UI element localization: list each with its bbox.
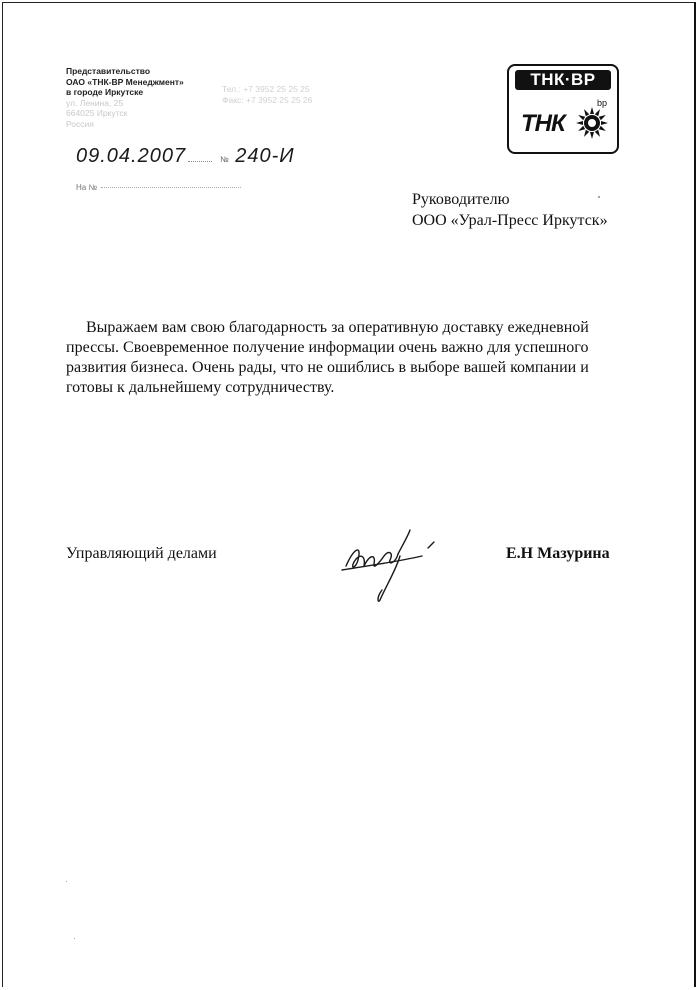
sender-block: [66, 66, 184, 129]
signatory-name: Е.Н Мазурина: [506, 545, 610, 562]
sender-line-3: в городе Иркутске: [66, 87, 144, 97]
reference-reply-label: На №: [76, 183, 98, 192]
reference-reply-dots: [101, 187, 241, 188]
sender-line-4: ул. Ленина, 25: [66, 97, 124, 108]
signatory-title: Управляющий делами: [66, 545, 217, 562]
company-logo: [507, 64, 619, 154]
letter-body: [66, 318, 626, 398]
reference-line: [76, 145, 295, 168]
recipient-line-2: ООО «Урал-Пресс Иркутск»: [412, 212, 608, 229]
recipient-block: [412, 189, 608, 231]
scan-speck: [66, 881, 67, 882]
letter-body-text: Выражаем вам свою благодарность за оперативную доставку ежедневной прессы. Своевременное получение информации очень важно для успешного развития бизнеса. Очень рады, что не ошиблись в выборе вашей компании и готовы к дальнейшему сотрудничеству.: [66, 319, 589, 396]
reference-reply-line: [76, 183, 241, 192]
recipient-line-1: Руководителю: [412, 191, 510, 208]
reference-dots: [188, 161, 212, 162]
logo-bp-label: bp: [597, 98, 608, 108]
bp-helios-icon: [575, 106, 609, 140]
sender-line-2: ОАО «ТНК-ВР Менеджмент»: [66, 76, 184, 87]
sender-contact-line-2: Факс: +7 3952 25 25 26: [222, 94, 313, 105]
scan-speck: [74, 938, 75, 939]
sender-contact-line-1: Тел.: +7 3952 25 25 25: [222, 84, 310, 94]
handwritten-signature: [336, 526, 446, 606]
sender-line-1: Представительство: [66, 66, 151, 76]
logo-top-text: ТНК·ВР: [515, 70, 611, 90]
sender-contacts: [222, 84, 312, 105]
sender-line-5: 664025 Иркутск: [66, 108, 128, 118]
logo-tnk-text: ТНК: [521, 110, 565, 137]
reference-date: 09.04.2007: [76, 145, 187, 167]
sender-line-6: Россия: [66, 118, 94, 129]
reference-no-label: №: [220, 155, 229, 164]
reference-number: 240-И: [235, 145, 295, 167]
scan-speck: [598, 196, 600, 198]
